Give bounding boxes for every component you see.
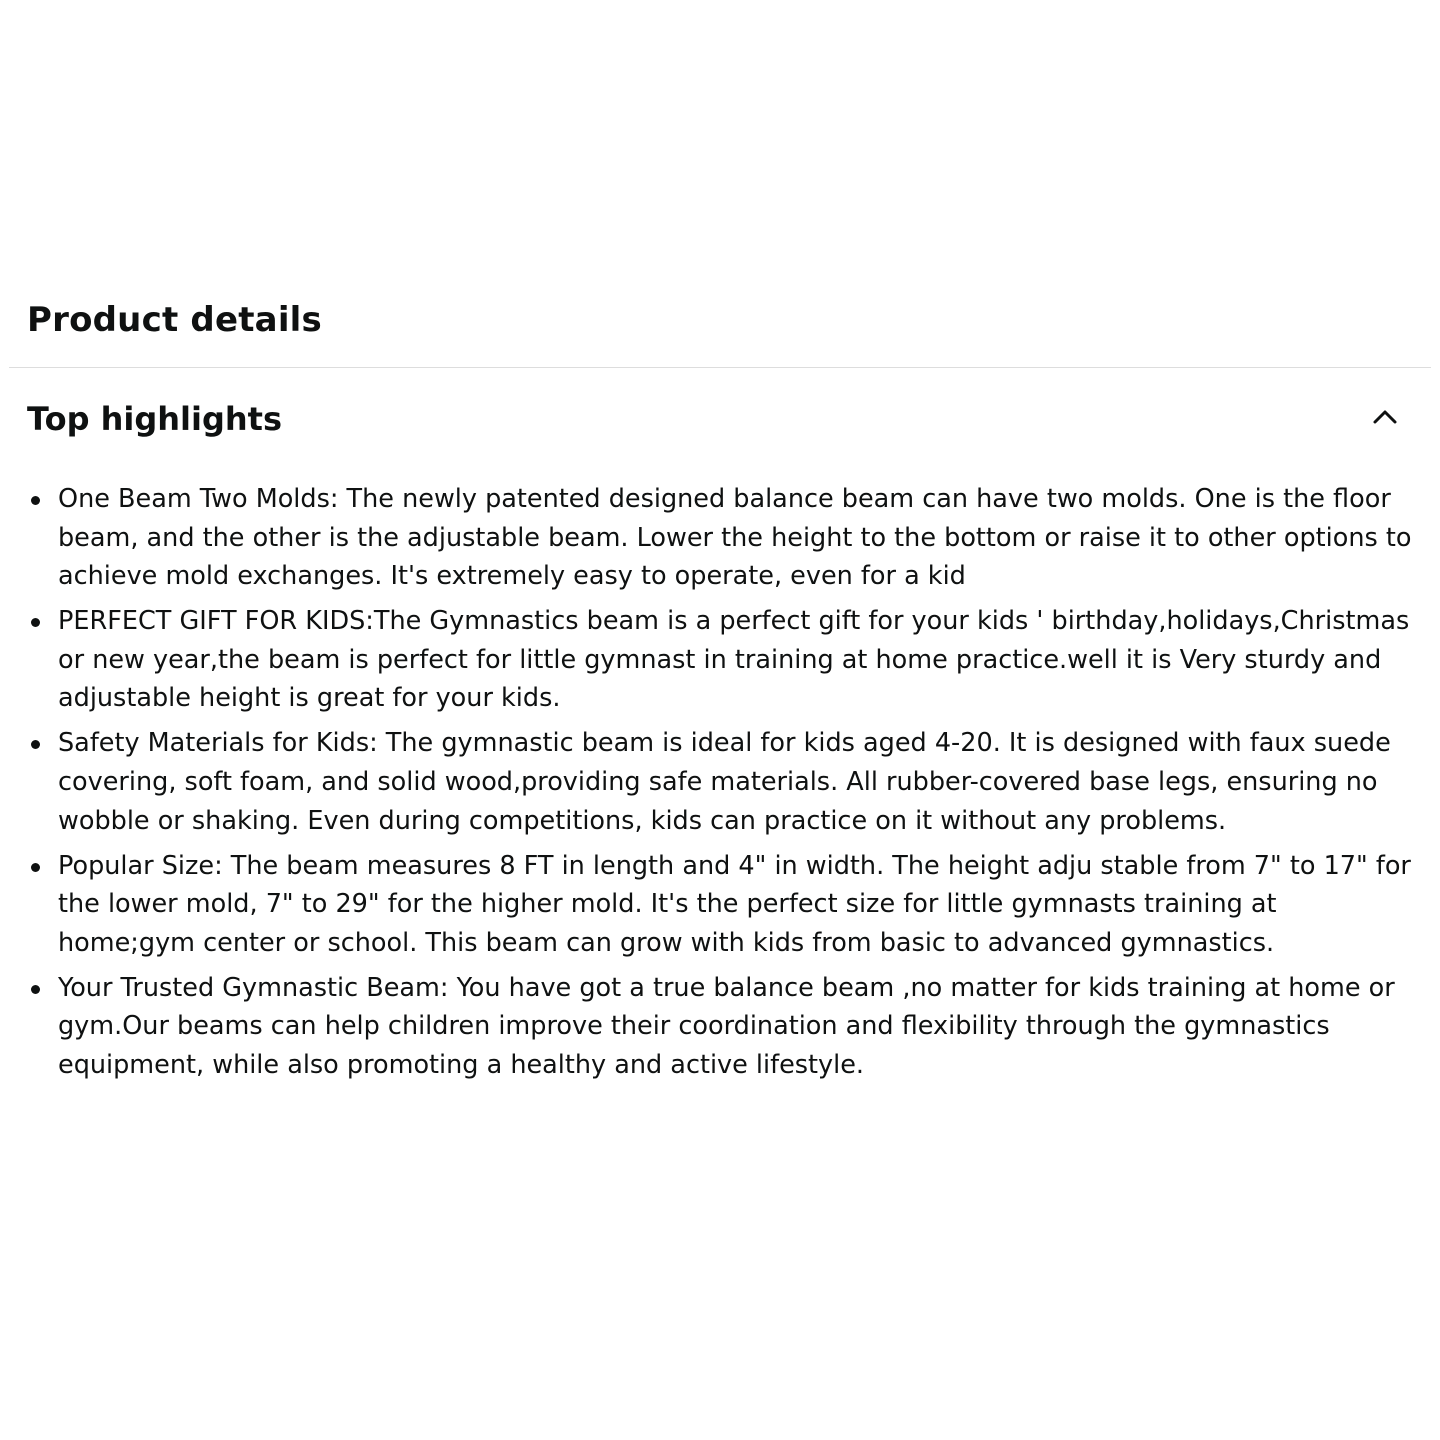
highlight-text: Safety Materials for Kids: The gymnastic beam is ideal for kids aged 4-20. It is designed with faux suede covering, soft foam, and solid wood,providing safe materials. All rubber-covered base legs, ensuring no wobble or shaking. Even during competitions, kids can practice on it without any problems.: [58, 728, 1391, 836]
highlight-text: Popular Size: The beam measures 8 FT in length and 4" in width. The height adju stable from 7" to 17" for the lower mold, 7" to 29" for the higher mold. It's the perfect size for little gymnasts training at home;gym center or school. This beam can grow with kids from basic to advanced gymnastics.: [58, 850, 1411, 958]
list-item: [0, 724, 1440, 840]
chevron-up-icon[interactable]: [1362, 392, 1408, 438]
top-highlights-title: Top highlights: [27, 400, 283, 438]
list-item: [0, 969, 1440, 1085]
list-item: [0, 480, 1440, 596]
highlights-list: [0, 480, 1440, 1091]
bullet-icon: [31, 740, 40, 749]
highlight-text: One Beam Two Molds: The newly patented designed balance beam can have two molds. One is the floor beam, and the other is the adjustable beam. Lower the height to the bottom or raise it to other options to achieve mold exchanges. It's extremely easy to operate, even for a kid: [58, 484, 1412, 592]
list-item: [0, 847, 1440, 963]
page-title: Product details: [27, 300, 322, 340]
bullet-icon: [31, 618, 40, 627]
highlight-text: Your Trusted Gymnastic Beam: You have got a true balance beam ,no matter for kids training at home or gym.Our beams can help children improve their coordination and flexibility through the gymnastics equipment, while also promoting a healthy and active lifestyle.: [58, 972, 1395, 1080]
list-item: [0, 602, 1440, 718]
section-divider: [9, 367, 1431, 368]
highlight-text: PERFECT GIFT FOR KIDS:The Gymnastics beam is a perfect gift for your kids ' birthday,holidays,Christmas or new year,the beam is perfect for little gymnast in training at home practice.well it is Very sturdy and adjustable height is great for your kids.: [58, 606, 1410, 714]
bullet-icon: [31, 985, 40, 994]
top-highlights-header[interactable]: [0, 390, 1440, 450]
bullet-icon: [31, 863, 40, 872]
bullet-icon: [31, 496, 40, 505]
